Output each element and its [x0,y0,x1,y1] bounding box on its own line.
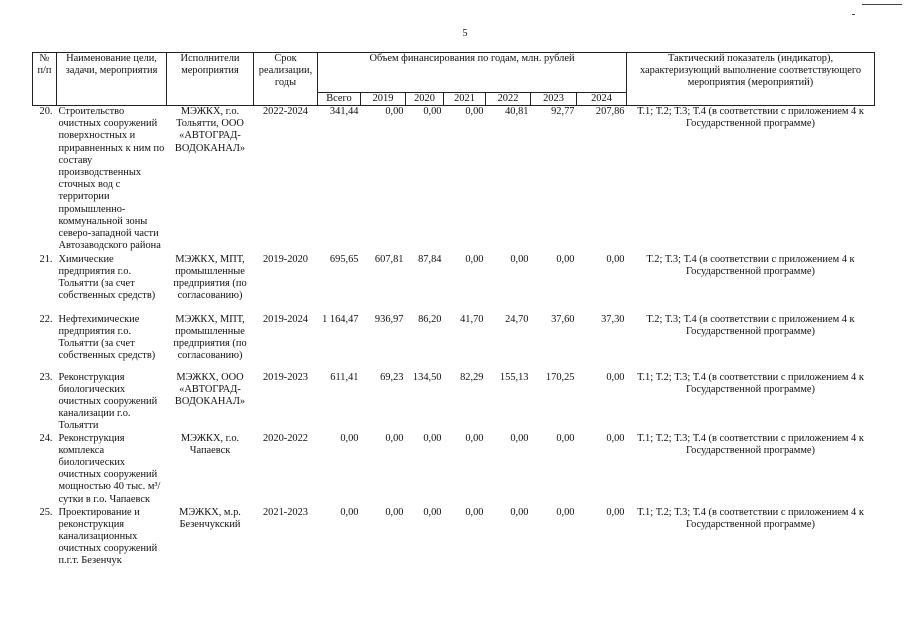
row-indicator: Т.1; Т.2; Т.3; Т.4 (в соответствии с приложением 4 к Государственной программе) [637,371,864,395]
header-indicator: Тактический показатель (индикатор), характеризующий выполнение соответствующего мероприятия (мероприятий) [627,53,875,106]
row-2019: 0,00 [385,506,404,518]
row-executors: МЭЖКХ, МПТ, промышленные предприятия (по согласованию) [173,253,247,302]
row-2020: 86,20 [418,313,442,325]
row-term: 2019-2024 [262,313,309,325]
header-financing: Объем финансирования по годам, млн. рублей [318,53,627,93]
row-term: 2019-2023 [262,371,309,383]
row-2023: 92,77 [551,106,575,117]
table-row [33,507,875,569]
row-num: 20. [39,106,53,117]
row-2024: 0,00 [606,371,625,383]
row-2022: 40,81 [505,106,529,117]
row-executors: МЭЖКХ, МПТ, промышленные предприятия (по согласованию) [173,313,247,362]
row-2023: 0,00 [556,432,575,444]
row-term: 2022-2024 [262,106,309,117]
row-2021: 0,00 [465,106,484,117]
row-2020: 134,50 [412,371,442,383]
row-name: Проектирование и реконструкция канализационных очистных сооружений п.г.т. Безенчук [58,506,158,567]
row-name: Нефтехимические предприятия г.о. Тольятти (за счет собственных средств) [58,313,156,362]
corner-mark-line [862,4,902,5]
header-num: № п/п [33,53,57,106]
row-indicator: Т.2; Т.3; Т.4 (в соответствии с приложением 4 к Государственной программе) [646,313,855,337]
row-executors: МЭЖКХ, ООО «АВТОГРАД-ВОДОКАНАЛ» [174,371,246,407]
header-year-2022: 2022 [486,93,531,106]
header-year-total: Всего [318,93,361,106]
financing-table [32,52,875,569]
row-2024: 37,30 [601,313,625,325]
row-executors: МЭЖКХ, м.р. Безенчукский [179,506,241,530]
table-row [33,106,875,254]
row-num: 23. [39,371,53,383]
row-name: Химические предприятия г.о. Тольятти (за счет собственных средств) [58,253,156,302]
row-2019: 607,81 [374,253,404,265]
row-num: 22. [39,313,53,325]
row-2022: 0,00 [510,432,529,444]
row-2021: 0,00 [465,432,484,444]
table-header [33,53,875,106]
row-num: 24. [39,432,53,444]
row-2024: 0,00 [606,432,625,444]
row-2023: 37,60 [551,313,575,325]
row-name: Строительство очистных сооружений поверхностных и приравненных к ним по составу производственных сточных вод с территории промышленно-коммунальной зоны северо-западной части Автозаводского района [58,106,165,252]
row-2020: 0,00 [423,106,442,117]
row-total: 341,44 [329,106,359,117]
row-2020: 87,84 [418,253,442,265]
table-row [33,314,875,372]
row-2022: 24,70 [505,313,529,325]
row-executors: МЭЖКХ, г.о. Тольятти, ООО «АВТОГРАД-ВОДОКАНАЛ» [174,106,246,154]
row-2019: 0,00 [385,432,404,444]
row-total: 695,65 [329,253,359,265]
row-name: Реконструкция биологических очистных сооружений канализации г.о. Тольятти [58,371,158,432]
header-year-2019: 2019 [361,93,406,106]
header-year-2024: 2024 [577,93,627,106]
row-2024: 207,86 [595,106,625,117]
row-2021: 41,70 [460,313,484,325]
header-year-2023: 2023 [531,93,577,106]
row-2024: 0,00 [606,506,625,518]
row-2020: 0,00 [423,432,442,444]
row-indicator: Т.1; Т.2; Т.3; Т.4 (в соответствии с приложением 4 к Государственной программе) [637,432,864,456]
row-total: 0,00 [340,506,359,518]
row-2023: 0,00 [556,506,575,518]
row-2021: 0,00 [465,253,484,265]
header-name: Наименование цели, задачи, мероприятия [57,53,167,106]
row-term: 2021-2023 [262,506,309,518]
row-2021: 0,00 [465,506,484,518]
row-2020: 0,00 [423,506,442,518]
row-2022: 0,00 [510,253,529,265]
row-2021: 82,29 [460,371,484,383]
header-year-2020: 2020 [406,93,444,106]
row-indicator: Т.2; Т.3; Т.4 (в соответствии с приложением 4 к Государственной программе) [646,253,855,277]
table-row [33,372,875,433]
row-indicator: Т.1; Т.2; Т.3; Т.4 (в соответствии с приложением 4 к Государственной программе) [637,506,864,530]
row-indicator: Т.1; Т.2; Т.3; Т.4 (в соответствии с приложением 4 к Государственной программе) [637,106,864,130]
row-2019: 0,00 [385,106,404,117]
page-number: 5 [462,28,468,39]
row-num: 25. [39,506,53,518]
row-term: 2020-2022 [262,432,309,444]
table-row [33,433,875,507]
header-executors: Исполнители мероприятия [167,53,254,106]
row-executors: МЭЖКХ, г.о. Чапаевск [180,432,240,456]
row-total: 1 164,47 [322,313,359,325]
row-term: 2019-2020 [262,253,309,265]
row-name: Реконструкция комплекса биологических очистных сооружений мощностью 40 тыс. м³/сутки в г.о. Чапаевск [58,432,161,505]
row-num: 21. [39,253,53,265]
table-row [33,254,875,314]
header-term: Срок реализации, годы [254,53,318,106]
row-total: 0,00 [340,432,359,444]
row-2024: 0,00 [606,253,625,265]
row-2023: 0,00 [556,253,575,265]
corner-mark-dot [852,14,855,15]
row-2022: 155,13 [499,371,529,383]
row-2019: 936,97 [374,313,404,325]
row-2023: 170,25 [545,371,575,383]
row-total: 611,41 [330,371,359,383]
row-2022: 0,00 [510,506,529,518]
row-2019: 69,23 [380,371,404,383]
header-year-2021: 2021 [444,93,486,106]
